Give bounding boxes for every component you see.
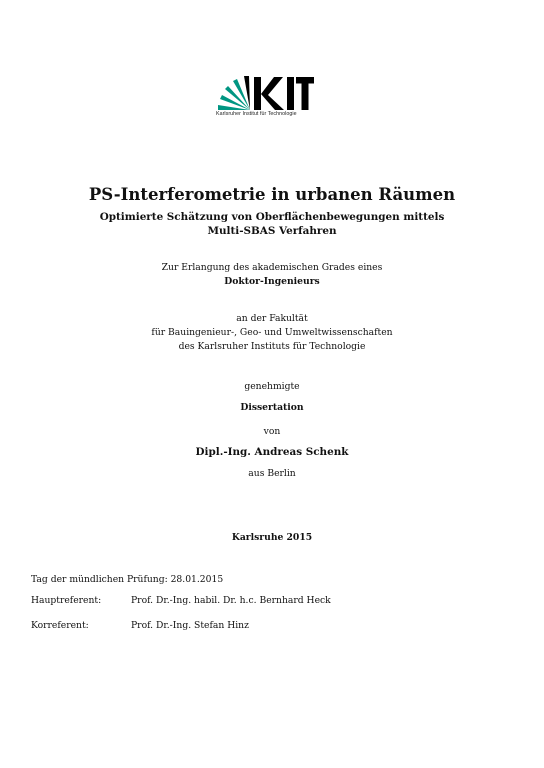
- faculty: für Bauingenieur-, Geo- und Umweltwissenschaften: [151, 327, 393, 338]
- thesis-subtitle: [0, 210, 544, 238]
- origin: aus Berlin: [248, 468, 296, 479]
- main-referee: Prof. Dr.-Ing. habil. Dr. h.c. Bernhard Heck: [131, 595, 331, 606]
- main-referee-label: Hauptreferent:: [31, 595, 102, 606]
- logo-subtitle: Karlsruher Institut für Technologie: [216, 111, 297, 117]
- exam-date: Tag der mündlichen Prüfung: 28.01.2015: [31, 574, 224, 585]
- co-referee: Prof. Dr.-Ing. Stefan Hinz: [131, 620, 249, 631]
- institute: des Karlsruher Instituts für Technologie: [178, 341, 366, 352]
- faculty-intro: an der Fakultät: [236, 313, 308, 324]
- author-name: Dipl.-Ing. Andreas Schenk: [195, 446, 349, 458]
- thesis-title: PS-Interferometrie in urbanen Räumen: [88, 185, 456, 204]
- document-type: Dissertation: [240, 402, 304, 413]
- by-label: von: [263, 426, 281, 437]
- degree-intro: Zur Erlangung des akademischen Grades eines: [161, 262, 383, 273]
- subtitle-line-1: Optimierte Schätzung von Oberflächenbewegungen mittels: [99, 211, 445, 223]
- degree: Doktor-Ingenieurs: [224, 276, 320, 287]
- logo-fan-icon: [218, 76, 250, 110]
- place-year: Karlsruhe 2015: [231, 532, 313, 543]
- logo-letters: [254, 77, 314, 110]
- approved-label: genehmigte: [244, 381, 300, 392]
- co-referee-label: Korreferent:: [31, 620, 89, 631]
- subtitle-line-2: Multi-SBAS Verfahren: [207, 225, 337, 237]
